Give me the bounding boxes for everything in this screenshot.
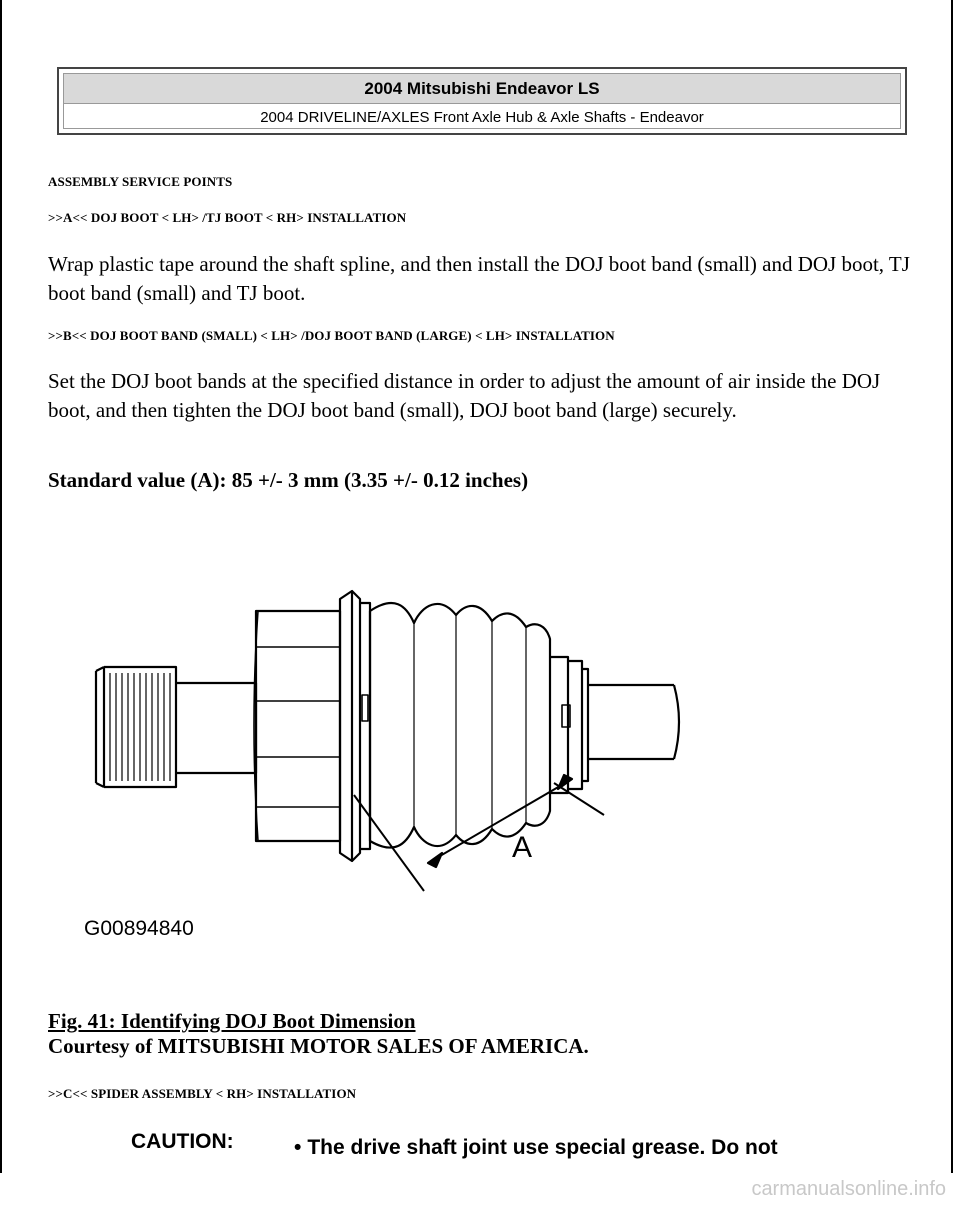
page-border-left [0,0,2,1173]
step-c-heading: >>C<< SPIDER ASSEMBLY < RH> INSTALLATION [48,1086,357,1101]
step-a-text: Wrap plastic tape around the shaft spline, and then install the DOJ boot band (small) and DOJ boot, TJ boot band (small) and TJ boot. [48,252,910,305]
document-header [57,67,907,135]
bullet-icon: • [294,1136,302,1159]
step-b-text: Set the DOJ boot bands at the specified distance in order to adjust the amount of air inside the DOJ boot, and then tighten the DOJ boot band (small), DOJ boot band (large) securely. [48,369,881,422]
figure-caption-credit: Courtesy of MITSUBISHI MOTOR SALES OF AMERICA. [48,1034,589,1058]
caution-label: CAUTION: [131,1130,234,1153]
step-b-heading: >>B<< DOJ BOOT BAND (SMALL) < LH> /DOJ BOOT BAND (LARGE) < LH> INSTALLATION [48,328,615,343]
caution-item [294,1136,778,1160]
doj-boot-figure [84,575,694,945]
caution-text: The drive shaft joint use special grease. Do not [307,1136,778,1159]
figure-code: G00894840 [84,917,194,940]
figure-caption [48,1009,589,1059]
step-a-heading: >>A<< DOJ BOOT < LH> /TJ BOOT < RH> INSTALLATION [48,210,407,225]
page-border-right [951,0,953,1173]
vehicle-title: 2004 Mitsubishi Endeavor LS [64,74,900,104]
header-inner-frame [63,73,901,129]
watermark-text: carmanualsonline.info [751,1178,946,1200]
section-subtitle: 2004 DRIVELINE/AXLES Front Axle Hub & Axle Shafts - Endeavor [260,109,704,126]
dimension-a-label: A [512,831,533,864]
figure-caption-title: Fig. 41: Identifying DOJ Boot Dimension [48,1009,416,1033]
footer [0,1173,960,1205]
assembly-service-points-heading: ASSEMBLY SERVICE POINTS [48,174,233,189]
standard-value: Standard value (A): 85 +/- 3 mm (3.35 +/- 0.12 inches) [48,468,529,492]
